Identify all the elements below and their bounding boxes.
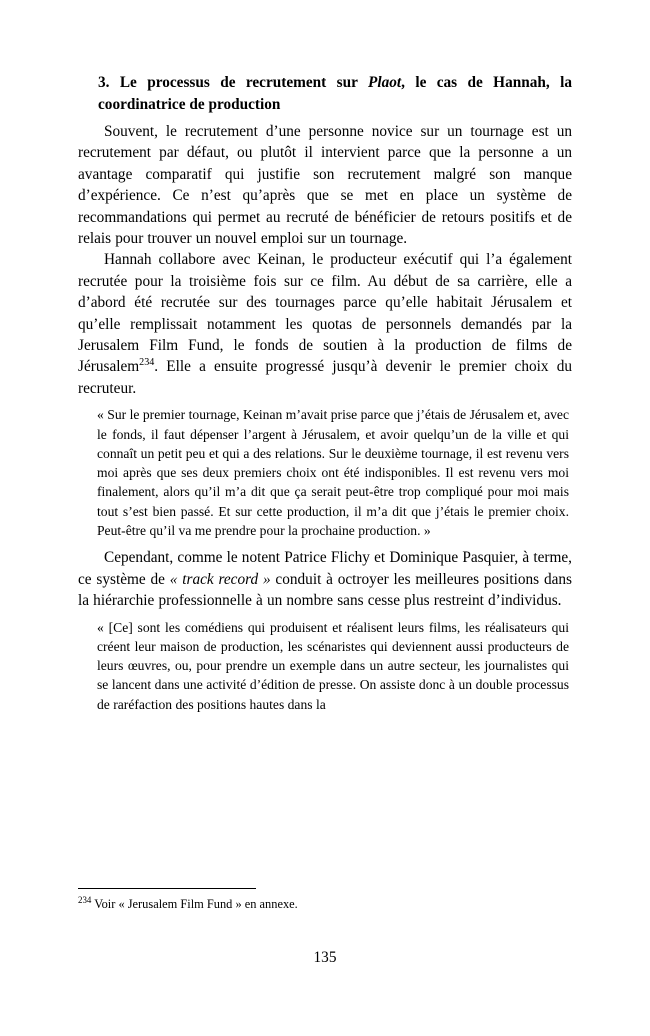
block-quote-2: « [Ce] sont les comédiens qui produisent et réalisent leurs films, les réalisateurs qui créent leur maison de production, les scénaristes qui deviennent aussi producteurs de leurs œuvres, ou, pour prendre un exemple dans un autre secteur, les journalistes qui se lancent dans une activité d’édition de presse. On assiste donc à un double processus de raréfaction des positions hautes dans la [97, 619, 569, 712]
section-heading [78, 72, 572, 115]
body-paragraph-3 [78, 547, 572, 611]
section-heading-part1: 3. Le processus de recrutement sur [98, 74, 368, 91]
footnote-separator-rule [78, 888, 256, 889]
paragraph-3-italic-term: « track record » [169, 570, 271, 588]
footnote-entry [78, 896, 572, 912]
footnote-reference-marker[interactable]: 234 [139, 357, 155, 369]
section-heading-title-italic: Plaot [367, 74, 402, 91]
paragraph-3-part1: Cependant, comme le notent Patrice Flichy et Dominique Pasquier, à terme, ce système de [78, 549, 572, 588]
footnote-text: Voir « Jerusalem Film Fund » en annexe. [94, 897, 298, 911]
body-paragraph-1: Souvent, le recrutement d’une personne novice sur un tournage est un recrutement par défaut, ou plutôt il intervient parce que la personne a un avantage comparatif qui justifie son recrutement malgré son manque d’expérience. Ce n’est qu’après que se met en place un système de recommandations qui permet au recruté de bénéficier de retours positifs et de relais pour trouver un nouvel emploi sur un tournage. [78, 123, 572, 248]
paragraph-3-part2: conduit à octroyer les meilleures positions dans la hiérarchie professionnelle à un nombre sans cesse plus restreint d’individus. [78, 570, 572, 610]
footnote-number: 234 [78, 894, 92, 905]
paragraph-2-text-after-footnote: . Elle a ensuite progressé jusqu’à devenir le premier choix du recruteur. [78, 358, 572, 397]
block-quote-1: « Sur le premier tournage, Keinan m’avait prise parce que j’étais de Jérusalem et, avec le fonds, il faut dépenser l’argent à Jérusalem, et avoir quelqu’un de la ville et qui connaît un petit peu et qui a des relations. Sur le deuxième tournage, il est revenu vers moi après que ses deux premiers choix ont été indisponibles. Il est revenu vers moi finalement, alors qu’il m’a dit que ça serait peut-être trop compliqué pour moi mais tout s’est bien passé. Et sur cette production, il m’a dit que j’étais le premier choix. Peut-être qu’il va me prendre pour la prochaine production. » [97, 407, 569, 539]
page-number: 135 [313, 949, 337, 966]
footnote-area [78, 888, 572, 912]
paragraph-2-text-before-footnote: Hannah collabore avec Keinan, le producteur exécutif qui l’a également recrutée pour la troisième fois sur ce film. Au début de sa carrière, elle a d’abord été recrutée sur des tournages parce qu’elle habitait Jérusalem et qu’elle remplissait notamment les quotas de personnels demandés par la Jerusalem Film Fund, le fonds de soutien à la production de films de Jérusalem [78, 251, 572, 376]
section-heading-part2: , le cas de Hannah, la coordinatrice de production [98, 74, 572, 113]
page-content [78, 72, 572, 721]
body-paragraph-2 [78, 249, 572, 399]
